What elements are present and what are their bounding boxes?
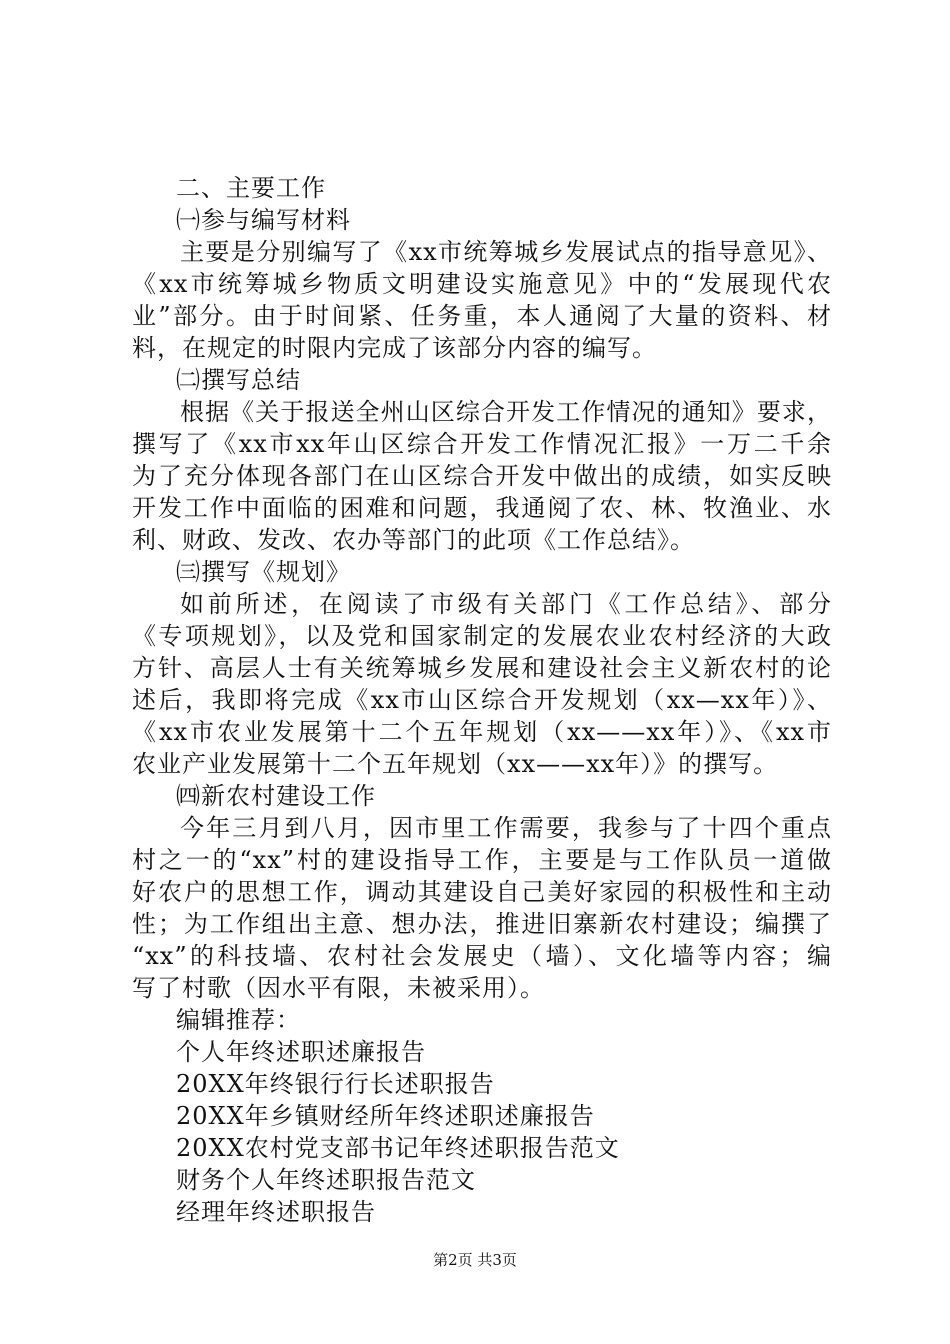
text-line: 经理年终述职报告	[176, 1198, 376, 1226]
text-line: 20XX农村党支部书记年终述职报告范文	[176, 1134, 620, 1162]
text-line: 村之一的“xx”村的建设指导工作，主要是与工作队员一道做	[132, 846, 832, 874]
text-line: 好农户的思想工作，调动其建设自己美好家园的积极性和主动	[132, 878, 832, 906]
text-line: 利、财政、发改、农办等部门的此项《工作总结》。	[132, 526, 695, 554]
text-line: 个人年终述职述廉报告	[176, 1038, 426, 1066]
text-line: 方针、高层人士有关统筹城乡发展和建设社会主义新农村的论	[132, 654, 832, 682]
text-line: 开发工作中面临的困难和问题，我通阅了农、林、牧渔业、水	[132, 494, 832, 522]
text-line: ㈠参与编写材料	[176, 206, 351, 234]
text-line: 财务个人年终述职报告范文	[176, 1166, 476, 1194]
text-line: 写了村歌（因水平有限，未被采用）。	[132, 974, 545, 1002]
text-line: 为了充分体现各部门在山区综合开发中做出的成绩，如实反映	[132, 462, 832, 490]
text-line: 如前所述，在阅读了市级有关部门《工作总结》、部分	[180, 590, 832, 618]
text-line: 《专项规划》，以及党和国家制定的发展农业农村经济的大政	[132, 622, 832, 650]
text-line: 二、主要工作	[176, 174, 326, 202]
text-line: 料，在规定的时限内完成了该部分内容的编写。	[132, 334, 657, 362]
text-line: 业”部分。由于时间紧、任务重，本人通阅了大量的资料、材	[132, 302, 832, 330]
page-footer: 第2页 共3页	[433, 1251, 517, 1269]
text-line: 编辑推荐：	[176, 1006, 301, 1034]
text-line: ㈢撰写《规划》	[176, 558, 351, 586]
text-line: ㈡撰写总结	[176, 366, 301, 394]
text-line: 农业产业发展第十二个五年规划（xx——xx年）》的撰写。	[132, 750, 779, 778]
text-line: 性；为工作组出主意、想办法，推进旧寨新农村建设；编撰了	[132, 910, 832, 938]
text-line: 20XX年乡镇财经所年终述职述廉报告	[176, 1102, 595, 1130]
text-line: 今年三月到八月，因市里工作需要，我参与了十四个重点	[180, 814, 832, 842]
document-body	[132, 172, 832, 1228]
text-line: 《xx市统筹城乡物质文明建设实施意见》中的“发展现代农	[132, 270, 832, 298]
text-line: 撰写了《xx市xx年山区综合开发工作情况汇报》一万二千余	[132, 430, 832, 458]
text-line: 主要是分别编写了《xx市统筹城乡发展试点的指导意见》、	[180, 238, 832, 266]
text-line: “xx”的科技墙、农村社会发展史（墙）、文化墙等内容；编	[132, 942, 832, 970]
text-line: 述后，我即将完成《xx市山区综合开发规划（xx—xx年）》、	[132, 686, 832, 714]
text-line: 《xx市农业发展第十二个五年规划（xx——xx年）》、《xx市	[132, 718, 832, 746]
text-line: 根据《关于报送全州山区综合开发工作情况的通知》要求，	[180, 398, 832, 426]
text-line: 20XX年终银行行长述职报告	[176, 1070, 495, 1098]
text-line: ㈣新农村建设工作	[176, 782, 376, 810]
